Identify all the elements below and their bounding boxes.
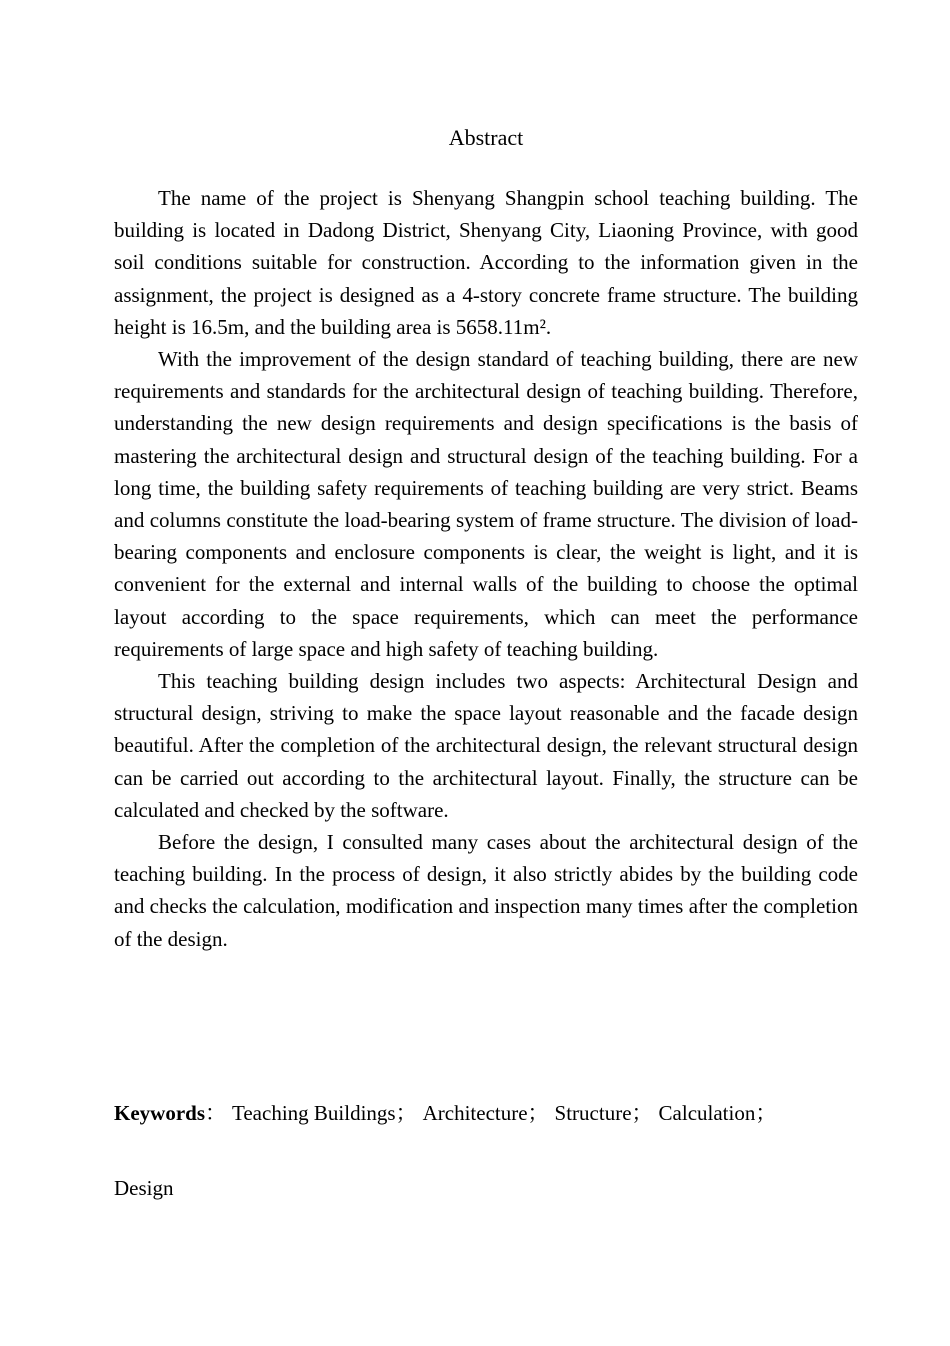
abstract-paragraph-2: With the improvement of the design standard of teaching building, there are new requirements and standards for the architectural design of teaching building. Therefore, understanding the new design requirements and design specifications is the basis of mastering the architectural design and structural design of the teaching building. For a long time, the building safety requirements of teaching building are very strict. Beams and columns constitute the load-bearing system of frame structure. The division of load-bearing components and enclosure components is clear, the weight is light, and it is convenient for the external and internal walls of the building to choose the optimal layout according to the space requirements, which can meet the performance requirements of large space and high safety of teaching building. bbox=[114, 347, 858, 661]
keywords-label: Keywords bbox=[114, 1101, 205, 1125]
keyword-item: Structure bbox=[554, 1101, 632, 1125]
keyword-item: Teaching Buildings bbox=[232, 1101, 396, 1125]
keyword-separator: ； bbox=[395, 1101, 417, 1125]
keyword-item: Calculation bbox=[658, 1101, 756, 1125]
keyword-separator: ； bbox=[631, 1101, 653, 1125]
keyword-item: Architecture bbox=[422, 1101, 528, 1125]
abstract-paragraph-1: The name of the project is Shenyang Shangpin school teaching building. The building is located in Dadong District, Shenyang City, Liaoning Province, with good soil conditions suitable for construction. According to the information given in the assignment, the project is designed as a 4-story concrete frame structure. The building height is 16.5m, and the building area is 5658.11m². bbox=[114, 186, 858, 339]
keywords-label-separator: ： bbox=[205, 1101, 226, 1125]
abstract-body bbox=[114, 182, 858, 955]
keyword-separator: ； bbox=[755, 1101, 777, 1125]
abstract-paragraph-3: This teaching building design includes two aspects: Architectural Design and structural design, striving to make the space layout reasonable and the facade design beautiful. After the completion of the architectural design, the relevant structural design can be carried out according to the architectural layout. Finally, the structure can be calculated and checked by the software. bbox=[114, 669, 858, 822]
abstract-paragraph-4: Before the design, I consulted many cases about the architectural design of the teaching building. In the process of design, it also strictly abides by the building code and checks the calculation, modification and inspection many times after the completion of the design. bbox=[114, 830, 858, 951]
abstract-title: Abstract bbox=[448, 125, 524, 150]
keyword-item: Design bbox=[114, 1176, 174, 1200]
keywords-line bbox=[114, 1097, 858, 1129]
keywords-line-continued bbox=[114, 1172, 174, 1204]
keyword-separator: ； bbox=[527, 1101, 549, 1125]
